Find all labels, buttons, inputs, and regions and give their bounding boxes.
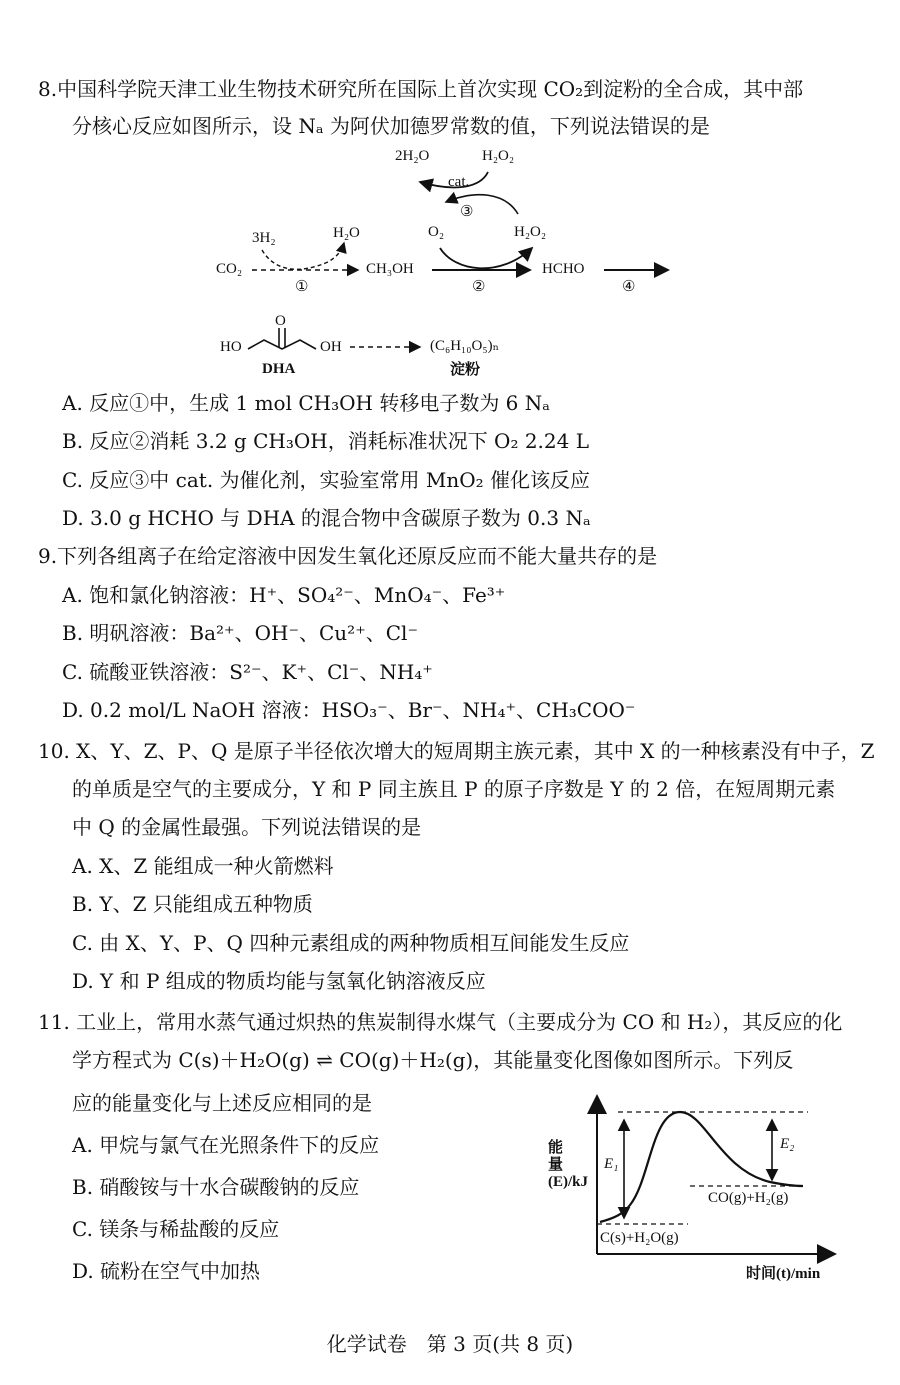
q11-stem-line1: 11. 工业上，常用水蒸气通过炽热的焦炭制得水煤气（主要成分为 CO 和 H₂），其反应的化 xyxy=(38,1010,843,1034)
e2-label: E₂ xyxy=(780,1136,795,1152)
q11-option-b: B. 硝酸铵与十水合碳酸钠的反应 xyxy=(72,1175,360,1199)
step-4-label: ④ xyxy=(622,279,636,295)
q11-option-d: D. 硫粉在空气中加热 xyxy=(72,1259,261,1283)
product-h2o: H₂O xyxy=(333,225,360,241)
reactant-o2: O₂ xyxy=(428,224,445,240)
time-axis-label: 时间(t)/min xyxy=(746,1266,821,1282)
dha-carbonyl-o: O xyxy=(275,313,286,329)
reactants-label: C(s)+H₂O(g) xyxy=(600,1230,679,1246)
step-2-label: ② xyxy=(472,279,486,295)
q10-stem-line3: 中 Q 的金属性最强。下列说法错误的是 xyxy=(72,815,422,839)
compound-hcho: HCHO xyxy=(542,261,585,277)
compound-ch3oh: CH₃OH xyxy=(366,261,414,277)
q9-option-c: C. 硫酸亚铁溶液：S²⁻、K⁺、Cl⁻、NH₄⁺ xyxy=(62,660,433,684)
reactant-3h2: 3H₂ xyxy=(252,230,276,246)
dha-oh: OH xyxy=(320,339,342,355)
q11-stem-line3: 应的能量变化与上述反应相同的是 xyxy=(72,1091,372,1115)
product-h2o2-mid: H₂O₂ xyxy=(514,224,547,240)
q9-option-a: A. 饱和氯化钠溶液：H⁺、SO₄²⁻、MnO₄⁻、Fe³⁺ xyxy=(62,583,506,607)
reactant-h2o2-top: H₂O₂ xyxy=(482,148,515,164)
dha-ho: HO xyxy=(220,339,242,355)
step-3-label: ③ xyxy=(460,204,474,220)
q10-stem-line1: 10. X、Y、Z、P、Q 是原子半径依次增大的短周期主族元素，其中 X 的一种核素没有中子，Z xyxy=(38,739,875,763)
q8-stem-line1: 8.中国科学院天津工业生物技术研究所在国际上首次实现 CO₂到淀粉的全合成，其中部 xyxy=(38,77,804,101)
q9-stem: 9.下列各组离子在给定溶液中因发生氧化还原反应而不能大量共存的是 xyxy=(38,544,658,568)
q8-option-c: C. 反应③中 cat. 为催化剂，实验室常用 MnO₂ 催化该反应 xyxy=(62,468,591,492)
q10-option-d: D. Y 和 P 组成的物质均能与氢氧化钠溶液反应 xyxy=(72,969,486,993)
q11-stem-line2: 学方程式为 C(s)＋H₂O(g) ⇌ CO(g)＋H₂(g)，其能量变化图像如图所示。下列反 xyxy=(72,1048,794,1072)
product-2h2o: 2H₂O xyxy=(395,148,430,164)
q11-option-c: C. 镁条与稀盐酸的反应 xyxy=(72,1217,280,1241)
q8-option-a: A. 反应①中，生成 1 mol CH₃OH 转移电子数为 6 Nₐ xyxy=(62,391,550,415)
q8-option-b: B. 反应②消耗 3.2 g CH₃OH，消耗标准状况下 O₂ 2.24 L xyxy=(62,429,589,453)
q10-option-a: A. X、Z 能组成一种火箭燃料 xyxy=(72,854,334,878)
q10-option-b: B. Y、Z 只能组成五种物质 xyxy=(72,892,313,916)
products-label: CO(g)+H₂(g) xyxy=(708,1190,789,1206)
catalyst-label: cat. xyxy=(448,174,470,190)
starch-label: 淀粉 xyxy=(450,362,481,378)
starch-formula: (C₆H₁₀O₅)ₙ xyxy=(430,338,500,354)
q9-option-d: D. 0.2 mol/L NaOH 溶液：HSO₃⁻、Br⁻、NH₄⁺、CH₃COO⁻ xyxy=(62,698,636,722)
page-footer: 化学试卷 第 3 页(共 8 页) xyxy=(326,1332,574,1356)
q10-stem-line2: 的单质是空气的主要成分，Y 和 P 同主族且 P 的原子序数是 Y 的 2 倍，在短周期元素 xyxy=(72,777,836,801)
q8-stem-line2: 分核心反应如图所示，设 Nₐ 为阿伏加德罗常数的值，下列说法错误的是 xyxy=(72,114,710,138)
q11-option-a: A. 甲烷与氯气在光照条件下的反应 xyxy=(72,1133,380,1157)
step-1-label: ① xyxy=(295,279,309,295)
dha-label: DHA xyxy=(262,361,296,377)
compound-co2: CO₂ xyxy=(216,261,243,277)
e1-label: E₁ xyxy=(604,1156,619,1172)
q10-option-c: C. 由 X、Y、P、Q 四种元素组成的两种物质相互间能发生反应 xyxy=(72,931,630,955)
q8-option-d: D. 3.0 g HCHO 与 DHA 的混合物中含碳原子数为 0.3 Nₐ xyxy=(62,506,591,530)
q9-option-b: B. 明矾溶液：Ba²⁺、OH⁻、Cu²⁺、Cl⁻ xyxy=(62,621,419,645)
energy-axis-label: 能量(E)/kJ xyxy=(548,1140,589,1190)
